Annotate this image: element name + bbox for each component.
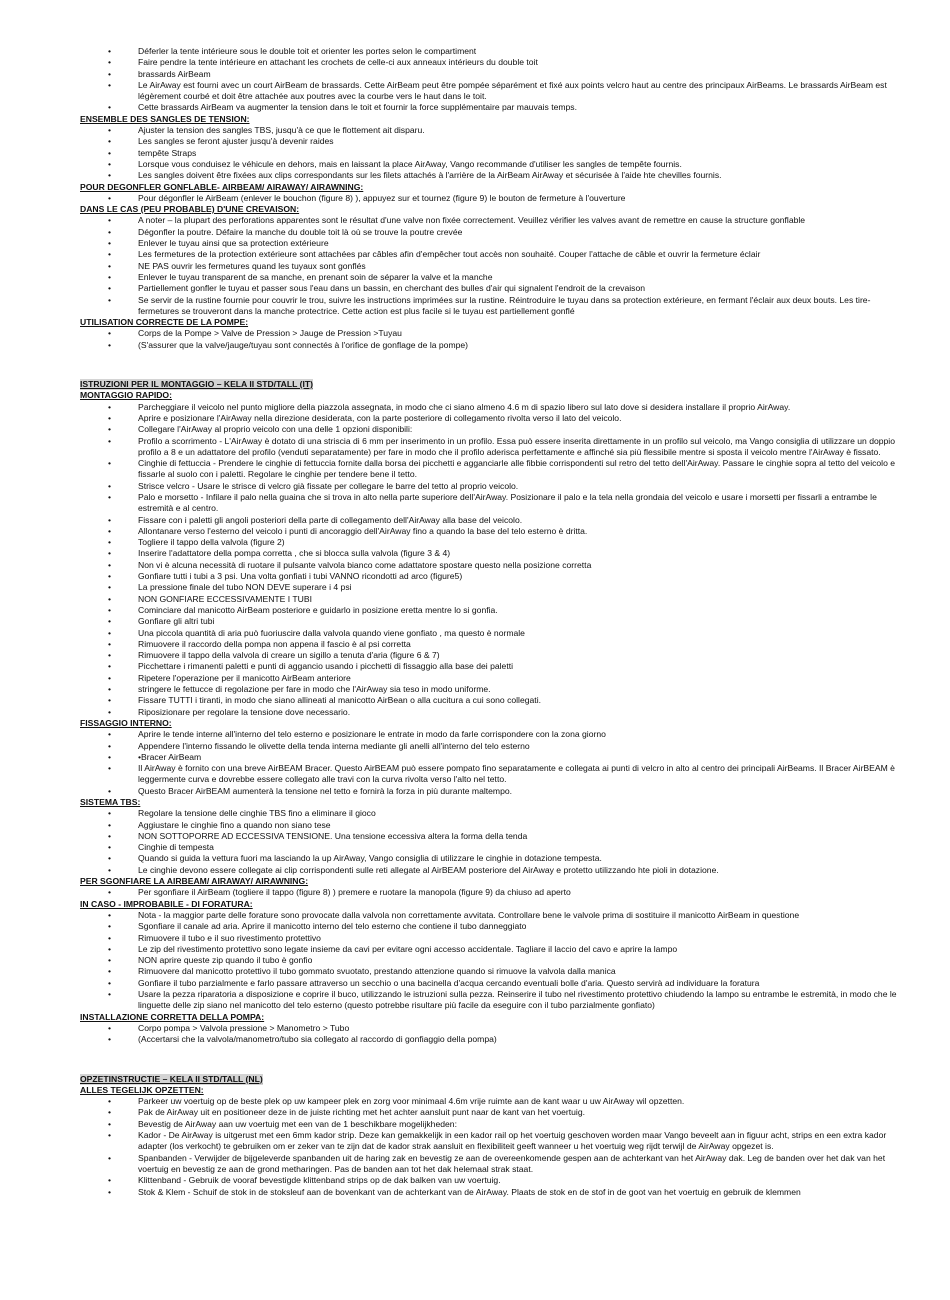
section-title-row: [80, 1074, 898, 1085]
list-item: • Parcheggiare il veicolo nel punto migliore della piazzola assegnata, in modo che ci siano almeno 4.6 m di spazio libero sul lato dove si desidera installare il proprio AirAway.: [80, 402, 898, 413]
subsection-heading: INSTALLAZIONE CORRETTA DELLA POMPA:: [80, 1011, 265, 1022]
list-item: • Les fermetures de la protection extérieure sont attachées par câbles afin d'empêcher tout accès non souhaité. Couper l'attache de câble et ouvrir la fermeture éclair: [80, 249, 898, 260]
bullet-list: [80, 1023, 898, 1046]
list-item: • Partiellement gonfler le tuyau et passer sous l'eau dans un bassin, en cherchant des bulles d'air qui signalent l'endroit de la crevaison: [80, 283, 898, 294]
list-item: • Palo e morsetto - Infilare il palo nella guaina che si trova in alto nella parte superiore dell'AirAway. Posizionare il palo e la tela nella grondaia del veicolo e usare i morsetti per fissarli a entrambe le estremità e al centro.: [80, 492, 898, 515]
list-item: • Se servir de la rustine fournie pour couvrir le trou, suivre les instructions imprimées sur la rustine. Réintroduire le tuyau dans sa protection extérieure, en fermant l'éclair aux deux bouts. Les tire-fermetures se trouveront dans la manche protectrice. Cette action est plus facile si le tuyau est partiellement gonflé: [80, 295, 898, 318]
bullet-list: [80, 887, 898, 898]
list-item: • tempête Straps: [80, 148, 898, 159]
list-item: • Togliere il tappo della valvola (figure 2): [80, 537, 898, 548]
list-item: • NON GONFIARE ECCESSIVAMENTE I TUBI: [80, 594, 898, 605]
list-item: • Corpo pompa > Valvola pressione > Manometro > Tubo: [80, 1023, 898, 1034]
section-spacer: [80, 351, 898, 379]
document-section: [80, 46, 898, 351]
list-item: • Usare la pezza riparatoria a disposizione e coprire il buco, utilizzando le istruzioni sulla pezza. Reinserire il tubo nel rivestimento protettivo chiudendo la lampo su entrambe le estremità, in modo che le linguette delle zip siano nel manicotto del telo esterno (questo potrebbe risultare più facile da eseguire con il tubo parzialmente gonfiato): [80, 989, 898, 1012]
subsection-heading: UTILISATION CORRECTE DE LA POMPE:: [80, 317, 249, 328]
list-item: • Il AirAway è fornito con una breve AirBEAM Bracer. Questo AirBEAM può essere pompato fino separatamente e collegata ai punti di velcro in alto al centro dei principali AirBeams. Il Bracer AirBEAM è leggermente curva e dovrebbe essere collegato alle travi con la curva rivolta verso l'alto nel tetto.: [80, 763, 898, 786]
list-item: • Aggiustare le cinghie fino a quando non siano tese: [80, 820, 898, 831]
list-item: • Les sangles se feront ajuster jusqu'à devenir raides: [80, 136, 898, 147]
bullet-list: [80, 402, 898, 718]
list-item: • Aprire le tende interne all'interno del telo esterno e posizionare le entrate in modo da farle corrispondere con la zona giorno: [80, 729, 898, 740]
list-item: • Rimuovere il tappo della valvola di creare un sigillo a tenuta d'aria (figure 6 & 7): [80, 650, 898, 661]
list-item: • Gonfiare tutti i tubi a 3 psi. Una volta gonfiati i tubi VANNO ricondotti ad arco (figure5): [80, 571, 898, 582]
list-item: • Déferler la tente intérieure sous le double toit et orienter les portes selon le compartiment: [80, 46, 898, 57]
bullet-list: [80, 328, 898, 351]
subsection-heading: SISTEMA TBS:: [80, 797, 141, 807]
list-item: • Quando si guida la vettura fuori ma lasciando la up AirAway, Vango consiglia di utilizzare le cinghie in dotazione tempesta.: [80, 853, 898, 864]
list-item: • (Accertarsi che la valvola/manometro/tubo sia collegato al raccordo di gonfiaggio della pompa): [80, 1034, 898, 1045]
list-item: • A noter – la plupart des perforations apparentes sont le résultat d'une valve non fixée correctement. Veuillez vérifier les valves avant de remettre en cause la structure gonflable: [80, 215, 898, 226]
list-item: • Gonfiare il tubo parzialmente e farlo passare attraverso un secchio o una bacinella d'acqua cercando eventuali bolle d'aria. Questo servirà ad individuare la foratura: [80, 978, 898, 989]
list-item: • Cette brassards AirBeam va augmenter la tension dans le toit et fournir la force supplémentaire par mauvais temps.: [80, 102, 898, 113]
document-section: [80, 1046, 898, 1198]
section-spacer: [80, 1046, 898, 1074]
list-item: • (S'assurer que la valve/jauge/tuyau sont connectés à l'orifice de gonflage de la pompe): [80, 340, 898, 351]
subsection-heading: PER SGONFIARE LA AIRBEAM/ AIRAWAY/ AIRAWNING:: [80, 876, 309, 887]
list-item: • Lorsque vous conduisez le véhicule en dehors, mais en laissant la place AirAway, Vango recommande d'utiliser les sangles de tempête fournis.: [80, 159, 898, 170]
subsection-heading: ENSEMBLE DES SANGLES DE TENSION:: [80, 113, 250, 124]
list-item: • Picchettare i rimanenti paletti e punti di aggancio usando i picchetti di fissaggio alla base dei paletti: [80, 661, 898, 672]
subsection-heading: FISSAGGIO INTERNO:: [80, 717, 172, 728]
list-item: • La pressione finale del tubo NON DEVE superare i 4 psi: [80, 582, 898, 593]
list-item: • Regolare la tensione delle cinghie TBS fino a eliminare il gioco: [80, 808, 898, 819]
list-item: • Rimuovere il tubo e il suo rivestimento protettivo: [80, 933, 898, 944]
list-item: • Sgonfiare il canale ad aria. Aprire il manicotto interno del telo esterno che contiene il tubo danneggiato: [80, 921, 898, 932]
bullet-list: [80, 729, 898, 797]
list-item: • Stok & Klem - Schuif de stok in de stoksleuf aan de bovenkant van de achterkant van de AirAway. Plaats de stok en de stof in de goot van het voertuig en gebruik de klemmen: [80, 1187, 898, 1198]
list-item: • stringere le fettucce di regolazione per fare in modo che l'AirAway sia teso in modo uniforme.: [80, 684, 898, 695]
list-item: • NON SOTTOPORRE AD ECCESSIVA TENSIONE. Una tensione eccessiva altera la forma della tenda: [80, 831, 898, 842]
bullet-list: [80, 193, 898, 204]
list-item: • Una piccola quantità di aria può fuoriuscire dalla valvola quando viene gonfiato , ma questo è normale: [80, 628, 898, 639]
list-item: • Corps de la Pompe > Valve de Pression > Jauge de Pression >Tuyau: [80, 328, 898, 339]
list-item: • Strisce velcro - Usare le strisce di velcro già fissate per collegare le barre del tetto al proprio veicolo.: [80, 481, 898, 492]
section-title-row: [80, 379, 898, 390]
list-item: • brassards AirBeam: [80, 69, 898, 80]
list-item: • Per sgonfiare il AirBeam (togliere il tappo (figure 8) ) premere e ruotare la manopola (figure 9) da chiuso ad aperto: [80, 887, 898, 898]
list-item: • NE PAS ouvrir les fermetures quand les tuyaux sont gonflés: [80, 261, 898, 272]
list-item: • •Bracer AirBeam: [80, 752, 898, 763]
list-item: • Rimuovere dal manicotto protettivo il tubo gommato svuotato, prestando attenzione quando si rimuove la valvola dalla manica: [80, 966, 898, 977]
list-item: • Les sangles doivent être fixées aux clips correspondants sur les filets attachés à l'arrière de la AirBeam AirAway et sécurisée à l'aide hte chevilles fournis.: [80, 170, 898, 181]
list-item: • Kador - De AirAway is uitgerust met een 6mm kador strip. Deze kan gemakkelijk in een kador rail op het voertuig geschoven worden maar Vango beveelt aan in figuur acht, strips en een extra kador adapter (los verkocht) te gebruiken om er zeker van te zijn dat de kador strak aansluit en flexibiliteit geeft wanneer u het voertuig weg rijdt terwijl de AirAway opgezet is.: [80, 1130, 898, 1153]
list-item: • Fissare TUTTI i tiranti, in modo che siano allineati al manicotto AirBean o alla cucitura a cui sono collegati.: [80, 695, 898, 706]
list-item: • Cinghie di fettuccia - Prendere le cinghie di fettuccia fornite dalla borsa dei picchetti e agganciarle alle fibbie corrispondenti sul retro del tetto dell'AirAway. Passare le cinghie sopra al tetto del veicolo e fissarle al suolo con i paletti. Regolare le cinghie per tendere bene il tetto.: [80, 458, 898, 481]
list-item: • Collegare l'AirAway al proprio veicolo con una delle 1 opzioni disponibili:: [80, 424, 898, 435]
list-item: • Enlever le tuyau ainsi que sa protection extérieure: [80, 238, 898, 249]
subsection-heading: ALLES TEGELIJK OPZETTEN:: [80, 1084, 204, 1095]
bullet-list: [80, 46, 898, 114]
list-item: • Non vi è alcuna necessità di ruotare il pulsante valvola bianco come adattatore spostare questo nella posizione corretta: [80, 560, 898, 571]
list-item: • Le zip del rivestimento protettivo sono legate insieme da cavi per evitare ogni accesso accidentale. Tagliare il laccio del cavo e aprire la lampo: [80, 944, 898, 955]
list-item: • Klittenband - Gebruik de vooraf bevestigde klittenband strips op de dak balken van uw voertuig.: [80, 1175, 898, 1186]
list-item: • Questo Bracer AirBEAM aumenterà la tensione nel tetto e fornirà la forza in più durante maltempo.: [80, 786, 898, 797]
bullet-list: [80, 1096, 898, 1198]
list-item: • Cinghie di tempesta: [80, 842, 898, 853]
list-item: • Allontanare verso l'esterno del veicolo i punti di ancoraggio dell'AirAway fino a quando la base del telo esterno è dritta.: [80, 526, 898, 537]
subsection-heading: POUR DEGONFLER GONFLABLE- AIRBEAM/ AIRAWAY/ AIRAWNING:: [80, 181, 364, 192]
bullet-list: [80, 125, 898, 181]
section-title: ISTRUZIONI PER IL MONTAGGIO – KELA II STD/TALL (IT): [80, 379, 313, 390]
list-item: • Nota - la maggior parte delle forature sono provocate dalla valvola non correttamente avvitata. Controllare bene le valvole prima di sostituire il manicotto AirBeam in questione: [80, 910, 898, 921]
list-item: • Le cinghie devono essere collegate ai clip corrispondenti sulle reti allegate al AirBEAM posteriore del AirAway e protetto utilizzando hte pioli in dotazione.: [80, 865, 898, 876]
bullet-list: [80, 215, 898, 317]
bullet-list: [80, 910, 898, 1012]
list-item: • Parkeer uw voertuig op de beste plek op uw kampeer plek en zorg voor minimaal 4.6m vrije ruimte aan de kant waar u uw AirAway wil opzetten.: [80, 1096, 898, 1107]
list-item: • Appendere l'interno fissando le olivette della tenda interna mediante gli anelli all'interno del telo esterno: [80, 741, 898, 752]
list-item: • Bevestig de AirAway aan uw voertuig met een van de 1 beschikbare mogelijkheden:: [80, 1119, 898, 1130]
subsection-heading: DANS LE CAS (PEU PROBABLE) D'UNE CREVAISON:: [80, 204, 300, 215]
list-item: • Profilo a scorrimento - L'AirAway è dotato di una striscia di 6 mm per inserimento in un profilo. Essa può essere inserita direttamente in un profilo sul veicolo, ma Vango consiglia di utilizzare un doppio profilo a 8 e un adattatore del profilo (venduti separatamente) per fare in modo che il profilo aderisca perfettamente e affinché sia più flessibile mentre si sposta il veicolo mentre l'AirAway è fissato.: [80, 436, 898, 459]
list-item: • Rimuovere il raccordo della pompa non appena il fascio è al psi corretta: [80, 639, 898, 650]
subsection-heading: MONTAGGIO RAPIDO:: [80, 390, 172, 401]
list-item: • Le AirAway est fourni avec un court AirBeam de brassards. Cette AirBeam peut être pompée séparément et fixé aux points velcro haut au centre des principaux AirBeams. Le brassards AirBeam est légèrement courbé et doit être attachée aux poutres avec la courbe vers le haut dans le toit.: [80, 80, 898, 103]
list-item: • Aprire e posizionare l'AirAway nella direzione desiderata, con la parte posteriore di collegamento rivolta verso il lato del veicolo.: [80, 413, 898, 424]
list-item: • Enlever le tuyau transparent de sa manche, en prenant soin de séparer la valve et la manche: [80, 272, 898, 283]
list-item: • Pour dégonfler le AirBeam (enlever le bouchon (figure 8) ), appuyez sur et tournez (figure 9) le bouton de fermeture à l'ouverture: [80, 193, 898, 204]
list-item: • Spanbanden - Verwijder de bijgeleverde spanbanden uit de haring zak en bevestig ze aan de overeenkomende gespen aan de achterkant van het AirAway dak. Leg de banden over het dak van het voertuig en bevestig ze aan de grond metharingen. Pas de banden aan tot het dak helemaal strak staat.: [80, 1153, 898, 1176]
list-item: • Pak de AirAway uit en positioneer deze in de juiste richting met het achter aansluit punt naar de kant van het voertuig.: [80, 1107, 898, 1118]
section-title: OPZETINSTRUCTIE – KELA II STD/TALL (NL): [80, 1073, 263, 1084]
list-item: • Ripetere l'operazione per il manicotto AirBeam anteriore: [80, 673, 898, 684]
list-item: • Riposizionare per regolare la tensione dove necessario.: [80, 707, 898, 718]
bullet-list: [80, 808, 898, 876]
subsection-heading: IN CASO - IMPROBABILE - DI FORATURA:: [80, 898, 253, 909]
list-item: • Faire pendre la tente intérieure en attachant les crochets de celle-ci aux anneaux intérieurs du double toit: [80, 57, 898, 68]
list-item: • NON aprire queste zip quando il tubo è gonfio: [80, 955, 898, 966]
list-item: • Cominciare dal manicotto AirBeam posteriore e guidarlo in posizione eretta mentre lo si gonfia.: [80, 605, 898, 616]
list-item: • Inserire l'adattatore della pompa corretta , che si blocca sulla valvola (figure 3 & 4): [80, 548, 898, 559]
list-item: • Ajuster la tension des sangles TBS, jusqu'à ce que le flottement ait disparu.: [80, 125, 898, 136]
list-item: • Dégonfler la poutre. Défaire la manche du double toit là où se trouve la poutre crevée: [80, 227, 898, 238]
list-item: • Gonfiare gli altri tubi: [80, 616, 898, 627]
list-item: • Fissare con i paletti gli angoli posteriori della parte di collegamento dell'AirAway alla base del veicolo.: [80, 515, 898, 526]
document-section: [80, 351, 898, 1046]
